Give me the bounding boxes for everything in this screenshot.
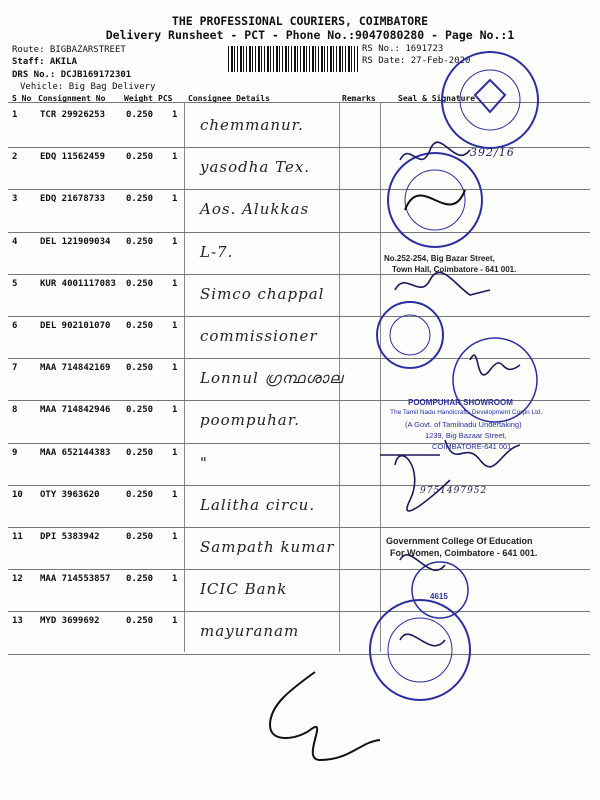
consignment-number: OTY 3963620 xyxy=(40,489,100,500)
handwritten-consignee: yasodha Tex. xyxy=(200,158,311,177)
row-sno: 1 xyxy=(12,110,18,120)
pcs-value: 1 xyxy=(172,489,178,500)
weight-value: 0.250 xyxy=(126,574,154,585)
row-sno: 2 xyxy=(12,152,18,163)
chit-corporation-stamp xyxy=(370,600,470,700)
handwritten-consignee: poompuhar. xyxy=(200,411,301,430)
handwritten-phone: 9751497952 xyxy=(420,486,488,496)
weight-value: 0.250 xyxy=(126,532,154,542)
weight-value: 0.250 xyxy=(126,110,154,120)
drs-label: DRS No.: DCJB169172301 xyxy=(12,70,132,80)
poompuhar-line3: (A Govt. of Tamilnadu Undertaking) xyxy=(405,420,522,429)
handwritten-code: 392/16 xyxy=(470,146,515,159)
row-sno: 11 xyxy=(12,532,23,542)
row-sno: 3 xyxy=(12,194,18,205)
address-stamp-line2: Town Hall, Coimbatore - 641 001. xyxy=(392,265,517,274)
commissioner-stamp xyxy=(377,302,443,368)
handwritten-consignee: Lonnul ഗ്രന്ഥശാല xyxy=(200,369,344,388)
vehicle-label: Vehicle: Big Bag Delivery xyxy=(20,82,156,92)
col-remarks: Remarks xyxy=(342,94,376,103)
pcs-value: 1 xyxy=(172,110,178,120)
alukkas-stamp xyxy=(388,153,482,247)
company-title: THE PROFESSIONAL COURIERS, COIMBATORE xyxy=(171,14,429,28)
pcs-value: 1 xyxy=(172,194,178,205)
consignment-number: DPI 5383942 xyxy=(40,532,100,542)
handwritten-consignee: mayuranam xyxy=(200,622,300,641)
weight-value: 0.250 xyxy=(126,405,154,416)
weight-value: 0.250 xyxy=(126,616,154,627)
pcs-value: 1 xyxy=(172,405,178,416)
consignment-number: KUR 4001117083 xyxy=(40,278,116,289)
col-consignment: Consignment No xyxy=(38,94,106,103)
pcs-value: 1 xyxy=(172,152,178,163)
pcs-value: 1 xyxy=(172,236,178,247)
handwritten-consignee: Aos. Alukkas xyxy=(200,200,310,219)
rs-date: RS Date: 27-Feb-2020 xyxy=(362,56,471,66)
handwritten-consignee: ICIC Bank xyxy=(200,580,288,599)
staff-label: Staff: AKILA xyxy=(12,57,78,67)
closing-signature xyxy=(270,672,380,760)
col-details: Consignee Details xyxy=(188,94,270,103)
chemmanur-stamp xyxy=(442,52,538,148)
consignment-number: DEL 902101070 xyxy=(40,321,111,331)
rs-number: RS No.: 1691723 xyxy=(362,44,444,54)
handwritten-consignee: Sampath kumar xyxy=(200,538,335,556)
pcs-value: 1 xyxy=(172,616,178,627)
row-sno: 6 xyxy=(12,321,18,331)
address-stamp-line1: No.252-254, Big Bazar Street, xyxy=(384,254,495,263)
row-sno: 5 xyxy=(12,278,18,289)
weight-value: 0.250 xyxy=(126,363,154,374)
handwritten-consignee: L-7. xyxy=(200,242,234,261)
handwritten-consignee: Lalitha circu. xyxy=(200,495,316,514)
weight-value: 0.250 xyxy=(126,321,154,331)
consignment-number: EDQ 11562459 xyxy=(40,152,106,163)
row-sno: 13 xyxy=(12,616,23,627)
pcs-value: 1 xyxy=(172,574,178,585)
pcs-value: 1 xyxy=(172,447,178,458)
consignment-number: DEL 121909034 xyxy=(40,236,111,247)
weight-value: 0.250 xyxy=(126,194,154,205)
consignment-number: EDQ 21678733 xyxy=(40,194,106,205)
handwritten-consignee: " xyxy=(200,453,208,472)
consignment-number: MAA 714842169 xyxy=(40,363,111,374)
poompuhar-line1: POOMPUHAR SHOWROOM xyxy=(408,398,513,407)
pcs-value: 1 xyxy=(172,363,178,374)
consignment-number: TCR 29926253 xyxy=(40,110,106,120)
col-sno: S No xyxy=(12,94,32,103)
pcs-value: 1 xyxy=(172,532,178,542)
poompuhar-line2: The Tamil Nadu Handicrafts Development Corpn Ltd. xyxy=(390,409,543,416)
pcs-value: 1 xyxy=(172,321,178,331)
weight-value: 0.250 xyxy=(126,278,154,289)
col-pcs: PCS xyxy=(158,94,173,103)
branch-stamp xyxy=(412,562,468,618)
row-sno: 7 xyxy=(12,363,18,374)
pcs-value: 1 xyxy=(172,278,178,289)
row-sno: 9 xyxy=(12,447,18,458)
col-seal: Seal & Signature xyxy=(398,94,476,103)
handwritten-consignee: commissioner xyxy=(200,327,318,345)
poompuhar-line5: COIMBATORE-641 001. xyxy=(432,442,514,451)
runsheet-subtitle: Delivery Runsheet - PCT - Phone No.:9047080280 - Page No.:1 xyxy=(105,28,515,42)
consignment-number: MAA 714553857 xyxy=(40,574,111,585)
col-weight: Weight xyxy=(124,94,153,103)
signature-strokes xyxy=(380,142,520,646)
branch-number: 4615 xyxy=(430,592,448,601)
row-sno: 8 xyxy=(12,405,18,416)
consignment-number: MYD 3699692 xyxy=(40,616,100,627)
consignment-number: MAA 714842946 xyxy=(40,405,111,416)
row-sno: 4 xyxy=(12,236,18,247)
college-stamp-line2: For Women, Coimbatore - 641 001. xyxy=(390,548,538,558)
handwritten-consignee: chemmanur. xyxy=(200,116,304,134)
weight-value: 0.250 xyxy=(126,447,154,458)
consignment-number: MAA 652144383 xyxy=(40,447,111,458)
weight-value: 0.250 xyxy=(126,236,154,247)
weight-value: 0.250 xyxy=(126,152,154,163)
row-sno: 10 xyxy=(12,489,23,500)
poompuhar-line4: 1239, Big Bazaar Street, xyxy=(425,431,507,440)
weight-value: 0.250 xyxy=(126,489,154,500)
college-stamp-line1: Government College Of Education xyxy=(386,536,533,546)
row-sno: 12 xyxy=(12,574,23,585)
handwritten-consignee: Simco chappal xyxy=(200,284,325,303)
route-label: Route: BIGBAZARSTREET xyxy=(12,45,126,55)
